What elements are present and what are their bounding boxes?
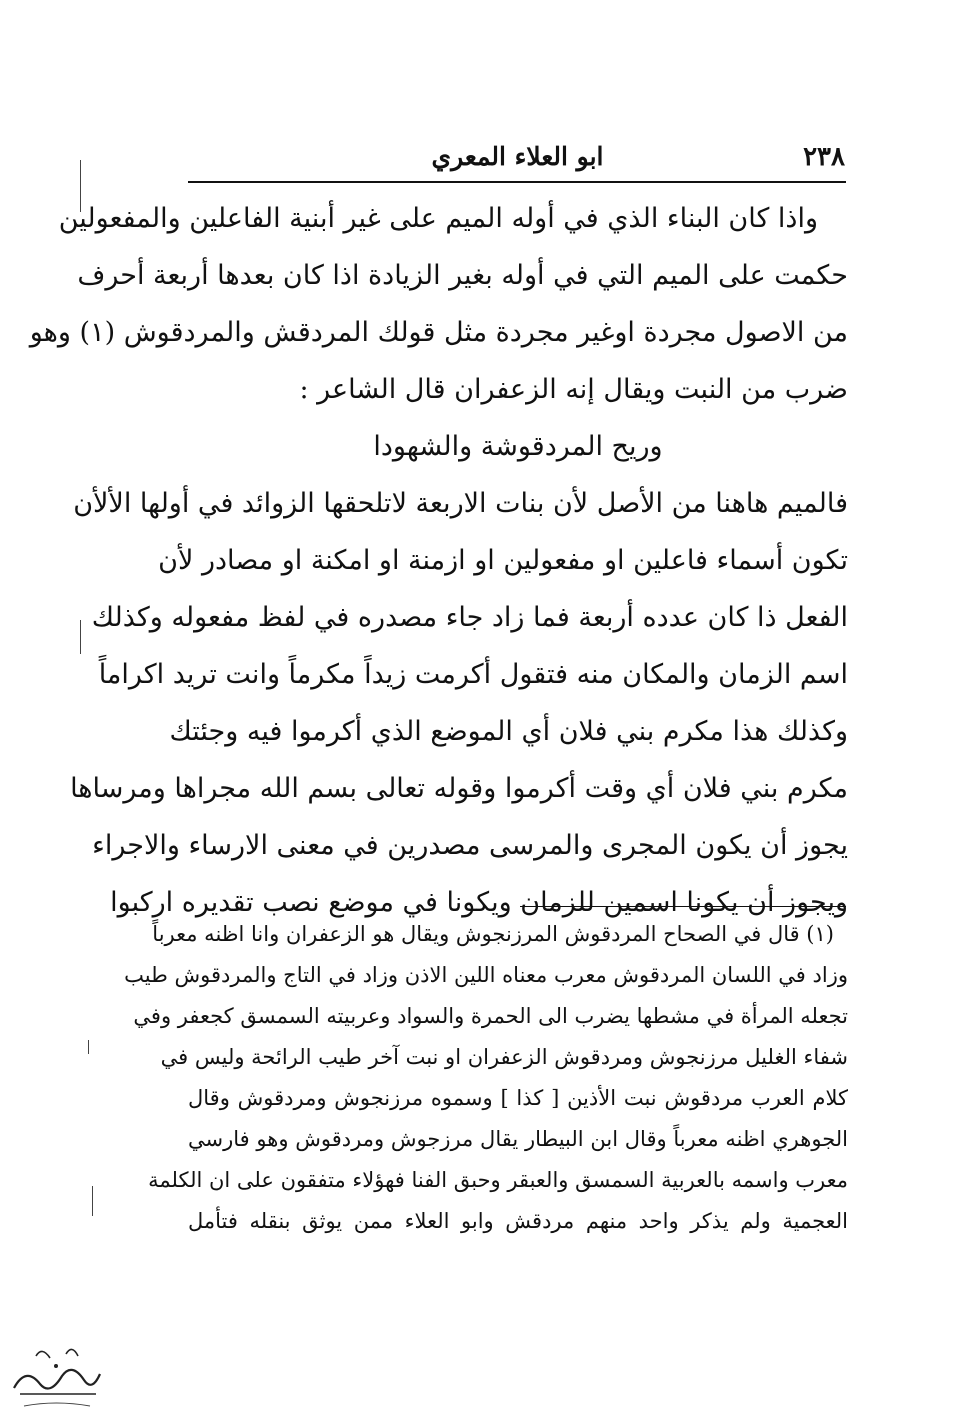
footnote-line: وزاد في اللسان المردقوش معرب معناه اللين الاذن وزاد في التاج والمردقوش طيب [124,963,848,987]
text-line: ضرب من النبت ويقال إنه الزعفران قال الشاعر : [299,374,848,405]
page-header [190,138,845,178]
text-line: من الاصول مجردة اوغير مجردة مثل قولك المردقش والمردقوش (١) وهو [29,317,848,348]
margin-mark [80,620,81,654]
main-text [29,190,848,931]
margin-mark [92,1186,93,1216]
text-line: يجوز أن يكون المجرى والمرسى مصدرين في معنى الارساء والاجراء [92,830,848,861]
page-number: ٢٣٨ [803,142,845,172]
header-rule [188,181,846,183]
footnote-line: معرب واسمه بالعربية السمسق والعبقر وحبق الفنا فهؤلاء متفقون على ان الكلمة [148,1168,848,1192]
text-line: ويجوز أن يكونا اسمين للزمان ويكونا في موضع نصب تقديره اركبوا [110,887,848,918]
text-line: الفعل ذا كان عدده أربعة فما زاد جاء مصدره في لفظ مفعوله وكذلك [91,602,848,633]
running-title: ابو العلاء المعري [431,142,604,171]
text-line: حكمت على الميم التي في أوله بغير الزيادة اذا كان بعدها أربعة أحرف [77,260,848,291]
footnote-line: (١) قال في الصحاح المردقوش المرزنجوش ويقال هو الزعفران وانا اظنه معرباً [152,922,834,946]
library-stamp-logo [6,1336,106,1416]
text-line: فالميم هاهنا من الأصل لأن بنات الاربعة لاتلحقها الزوائد في أولها الألأن [73,488,848,519]
footnote-rule [520,906,846,907]
footnote-line: كلام العرب مردقوش نبت الأذين [ كذا ] وسموه مرزنجوش ومردقوش وقال [188,1086,848,1110]
verse-line: وريح المردقوشة والشهودا [373,431,663,462]
footnotes [124,914,848,1242]
footnote-line: العجمية ولم يذكر واحد منهم مردقش وابو العلاء ممن يوثق بنقله فتأمل [188,1209,848,1233]
text-line: مكرم بني فلان أي وقت أكرموا وقوله تعالى بسم الله مجراها ومرساها [70,773,848,804]
text-line: واذا كان البناء الذي في أوله الميم على غير أبنية الفاعلين والمفعولين [58,203,818,234]
text-line: اسم الزمان والمكان منه فتقول أكرمت زيداً مكرماً وانت تريد اكراماً [98,659,848,690]
footnote-line: تجعله المرأة في مشطها يضرب الى الحمرة والسواد وعربيته السمسق كجعفر وفي [133,1004,848,1028]
footnote-line: شفاء الغليل مرزنجوش ومردقوش الزعفران او نبت آخر طيب الرائحة وليس في [160,1045,848,1069]
text-line: تكون أسماء فاعلين او مفعولين او ازمنة او امكنة او مصادر لأن [158,545,848,576]
footnote-line: الجوهري اظنه معرباً وقال ابن البيطار يقال مرزجوش ومردقوش وهو فارسي [188,1127,848,1151]
margin-mark [88,1040,89,1054]
text-line: وكذلك هذا مكرم بني فلان أي الموضع الذي أكرموا فيه وجئتك [169,716,848,747]
